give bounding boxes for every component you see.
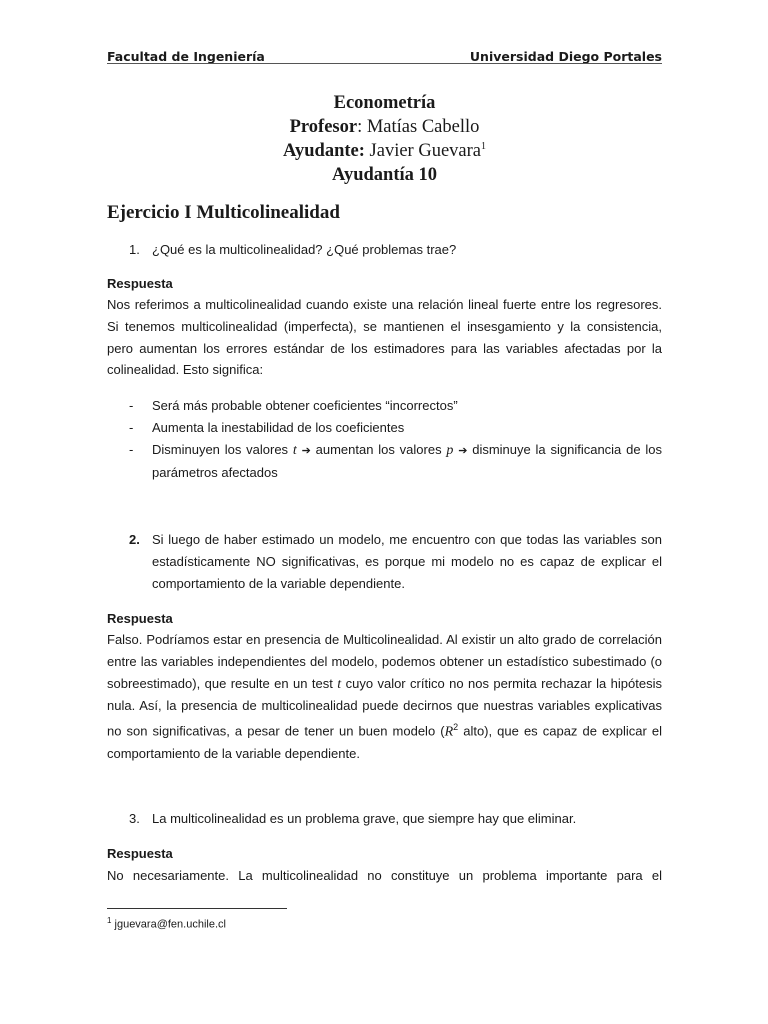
answer-label: Respuesta: [107, 611, 173, 626]
question-text: ¿Qué es la multicolinealidad? ¿Qué problemas trae?: [152, 242, 457, 257]
section-heading: Ejercicio I Multicolinealidad: [107, 202, 340, 223]
list-item: - Será más probable obtener coeficientes “incorrectos”: [129, 398, 458, 413]
profesor-line: Profesor: Matías Cabello: [289, 117, 480, 137]
question-number: 2.: [129, 532, 140, 547]
page-header: [107, 44, 662, 64]
question-text: Si luego de haber estimado un modelo, me encuentro con que todas las variables son estadísticamente NO significativas, es porque mi modelo no es capaz de explicar el comportamiento de la variable dependiente.: [152, 532, 662, 591]
footnote-rule: [107, 908, 287, 909]
answer-text: Falso. Podríamos estar en presencia de Multicolinealidad. Al existir un alto grado de correlación entre las variables independientes del modelo, podemos obtener un estadístico subestimado (o sobreestimado), que resulte en un test t cuyo valor crítico no nos permita rechazar la hipótesis nula. Así, la presencia de multicolinealidad puede decirnos que nuestras variables explicativas no son significativas, a pesar de tener un buen modelo ($R^2$ alto), que es capaz de explicar el comportamiento de la variable dependiente.: [107, 632, 662, 762]
arrow-right-icon: ➔: [458, 444, 468, 457]
answer-text: Nos referimos a multicolinealidad cuando existe una relación lineal fuerte entre los regresores. Si tenemos multicolinealidad (imperfecta), se mantienen el insesgamiento y la consistencia, pero aumentan los errores estándar de los estimadores para las variables afectadas por la colinealidad. Esto significa:: [107, 297, 662, 378]
course-title: Econometría: [333, 93, 436, 113]
header-rule: [107, 63, 662, 64]
footnote-email: jguevara@fen.uchile.cl: [111, 918, 226, 931]
answer-text: No necesariamente. La multicolinealidad no constituye un problema importante para el: [107, 868, 662, 883]
answer-label: Respuesta: [107, 846, 173, 861]
list-item: - Aumenta la inestabilidad de los coeficientes: [129, 419, 405, 435]
footnote: $^1$ jguevara@fen.uchile.cl: [107, 916, 226, 931]
header-university: Universidad Diego Portales: [469, 49, 662, 64]
arrow-right-icon: ➔: [301, 444, 311, 457]
title-block: [107, 91, 662, 187]
header-faculty: Facultad de Ingeniería: [107, 49, 265, 64]
question-number: 3.: [129, 811, 140, 826]
ayudante-line: Ayudante: Javier Guevara$^1$: [283, 140, 486, 161]
session-title: Ayudantía 10: [331, 165, 438, 185]
bullet-list: [129, 395, 662, 484]
question-number: 1.: [129, 242, 140, 257]
answer-label: Respuesta: [107, 276, 173, 291]
footnote-ref: 1: [480, 140, 486, 152]
question-text: La multicolinealidad es un problema grave, que siempre hay que eliminar.: [152, 811, 577, 826]
list-item: - Disminuyen los valores t ➔ aumentan los valores p ➔ disminuye la significancia de los parámetros afectados: [129, 441, 662, 481]
